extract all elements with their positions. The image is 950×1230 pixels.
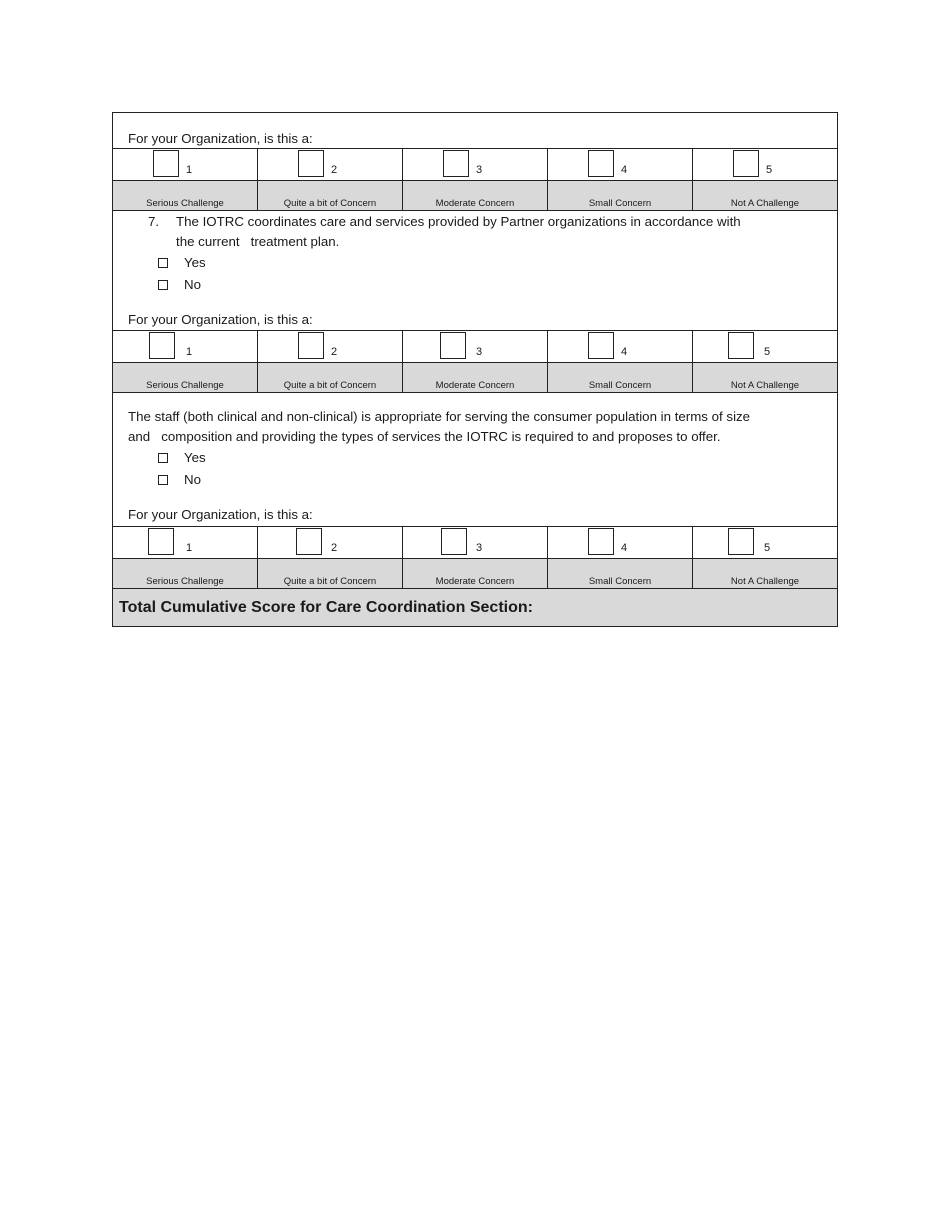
rating-number: 2 [331,542,338,554]
rating-label: Serious Challenge [113,181,258,210]
organization-prompt: For your Organization, is this a: [128,131,313,146]
rating-checkbox-4[interactable] [588,528,614,555]
rating-cell-5 [693,331,837,362]
rating-label: Moderate Concern [403,363,548,392]
rating-labels-row [113,363,837,393]
rating-label: Quite a bit of Concern [258,559,403,588]
option-label: Yes [184,450,206,465]
rating-number: 1 [186,542,193,554]
rating-checkbox-3[interactable] [441,528,467,555]
rating-cell-2 [258,149,403,180]
staff-question-block [113,393,837,527]
rating-checkbox-2[interactable] [296,528,322,555]
rating-cell-1 [113,527,258,558]
total-score-row [113,589,837,626]
rating-checkbox-3[interactable] [440,332,466,359]
rating-checkbox-2[interactable] [298,332,324,359]
rating-cell-1 [113,331,258,362]
rating-checkbox-3[interactable] [443,150,469,177]
rating-cell-2 [258,331,403,362]
rating-checkbox-5[interactable] [733,150,759,177]
rating-checkbox-4[interactable] [588,150,614,177]
rating-label: Small Concern [548,181,693,210]
rating-checkbox-1[interactable] [153,150,179,177]
total-score-label: Total Cumulative Score for Care Coordination Section: [119,599,533,616]
organization-prompt: For your Organization, is this a: [128,312,313,327]
question-number: 7. [148,214,160,229]
rating-checkbox-1[interactable] [149,332,175,359]
option-no[interactable] [113,274,837,296]
option-label: Yes [184,255,206,270]
rating-cell-1 [113,149,258,180]
no-checkbox[interactable] [158,280,168,290]
rating-label: Small Concern [548,363,693,392]
rating-label: Small Concern [548,559,693,588]
rating-number: 5 [766,164,773,176]
rating-number: 1 [186,164,193,176]
rating-cell-4 [548,331,693,362]
rating-cell-5 [693,149,837,180]
rating-label: Moderate Concern [403,559,548,588]
rating-number: 4 [621,346,628,358]
rating-label: Moderate Concern [403,181,548,210]
yes-checkbox[interactable] [158,453,168,463]
rating-number: 4 [621,542,628,554]
rating-number: 2 [331,164,338,176]
question-line-1: The IOTRC coordinates care and services provided by Partner organizations in accordance with [176,214,741,229]
option-yes[interactable] [113,447,837,469]
rating-label: Serious Challenge [113,363,258,392]
rating-label: Not A Challenge [730,380,800,391]
rating-number: 5 [764,346,771,358]
rating-cell-2 [258,527,403,558]
question-7-text [113,211,837,252]
rating-checkbox-1[interactable] [148,528,174,555]
option-label: No [184,277,201,292]
rating-scale-row [113,527,837,559]
rating-labels-row [113,181,837,211]
rating-cell-4 [548,527,693,558]
rating-labels-row [113,559,837,589]
rating-number: 5 [764,542,771,554]
rating-label: Not A Challenge [730,198,800,209]
care-coordination-form-table [112,112,838,627]
rating-checkbox-4[interactable] [588,332,614,359]
rating-label: Not A Challenge [730,576,800,587]
rating-label: Serious Challenge [113,559,258,588]
organization-prompt: For your Organization, is this a: [128,507,313,522]
question-line-2: and composition and providing the types of services the IOTRC is required to and proposes to offer. [128,429,721,444]
rating-scale-row [113,331,837,363]
rating-checkbox-5[interactable] [728,332,754,359]
rating-cell-5 [693,527,837,558]
rating-checkbox-2[interactable] [298,150,324,177]
rating-number: 3 [476,542,483,554]
rating-number: 4 [621,164,628,176]
rating-label: Quite a bit of Concern [258,363,403,392]
option-label: No [184,472,201,487]
question-7-block [113,211,837,331]
option-no[interactable] [113,469,837,491]
rating-label: Quite a bit of Concern [258,181,403,210]
rating-cell-4 [548,149,693,180]
rating-scale-row [113,149,837,181]
rating-cell-3 [403,149,548,180]
rating-number: 3 [476,164,483,176]
no-checkbox[interactable] [158,475,168,485]
question-line-2: the current treatment plan. [176,234,340,249]
organization-prompt-row [113,113,837,149]
rating-number: 1 [186,346,193,358]
rating-checkbox-5[interactable] [728,528,754,555]
staff-question-text [113,393,837,447]
rating-cell-3 [403,527,548,558]
rating-cell-3 [403,331,548,362]
rating-number: 3 [476,346,483,358]
rating-number: 2 [331,346,338,358]
yes-checkbox[interactable] [158,258,168,268]
option-yes[interactable] [113,252,837,274]
question-line-1: The staff (both clinical and non-clinical) is appropriate for serving the consumer population in terms of size [128,409,751,424]
